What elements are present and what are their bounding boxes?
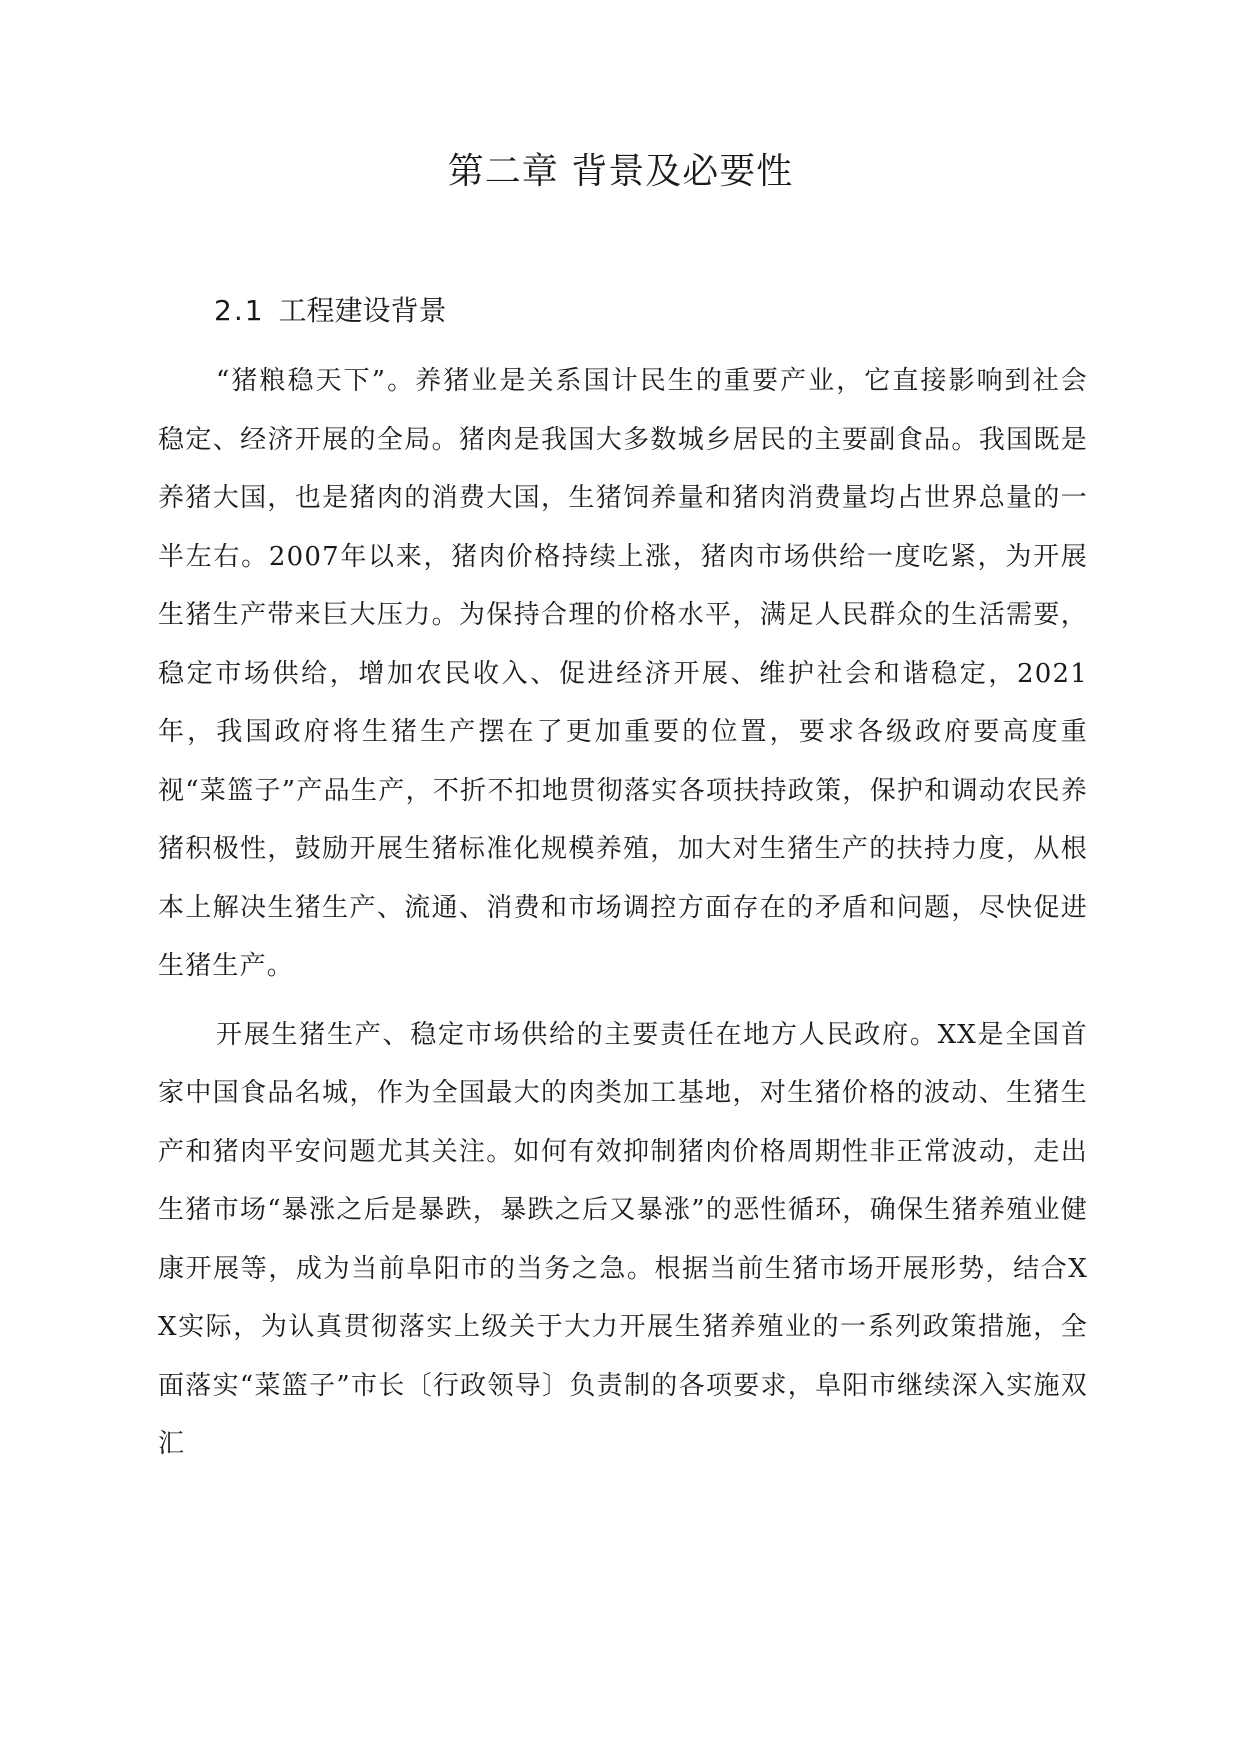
paragraph-1: “猪粮稳天下”。养猪业是关系国计民生的重要产业，它直接影响到社会稳定、经济开展的全局。猪肉是我国大多数城乡居民的主要副食品。我国既是养猪大国，也是猪肉的消费大国，生猪饲养量和猪肉消费量均占世界总量的一半左右。2007年以来，猪肉价格持续上涨，猪肉市场供给一度吃紧，为开展生猪生产带来巨大压力。为保持合理的价格水平，满足人民群众的生活需要，稳定市场供给，增加农民收入、促进经济开展、维护社会和谐稳定，2021年，我国政府将生猪生产摆在了更加重要的位置，要求各级政府要高度重视“菜篮子”产品生产，不折不扣地贯彻落实各项扶持政策，保护和调动农民养猪积极性，鼓励开展生猪标准化规模养殖，加大对生猪生产的扶持力度，从根本上解决生猪生产、流通、消费和市场调控方面存在的矛盾和问题，尽快促进生猪生产。 bbox=[158, 366, 1088, 981]
body-text bbox=[158, 352, 1088, 1474]
section-heading bbox=[214, 291, 447, 331]
paragraph-2: 开展生猪生产、稳定市场供给的主要责任在地方人民政府。XX是全国首家中国食品名城，作为全国最大的肉类加工基地，对生猪价格的波动、生猪生产和猪肉平安问题尤其关注。如何有效抑制猪肉价格周期性非正常波动，走出生猪市场“暴涨之后是暴跌，暴跌之后又暴涨”的恶性循环，确保生猪养殖业健康开展等，成为当前阜阳市的当务之急。根据当前生猪市场开展形势，结合XX实际，为认真贯彻落实上级关于大力开展生猪养殖业的一系列政策措施，全面落实“菜篮子”市长〔行政领导〕负责制的各项要求，阜阳市继续深入实施双汇 bbox=[158, 1019, 1088, 1459]
section-title: 工程建设背景 bbox=[278, 294, 447, 327]
chapter-title: 第二章 背景及必要性 bbox=[447, 151, 794, 192]
section-number: 2.1 bbox=[214, 294, 265, 327]
